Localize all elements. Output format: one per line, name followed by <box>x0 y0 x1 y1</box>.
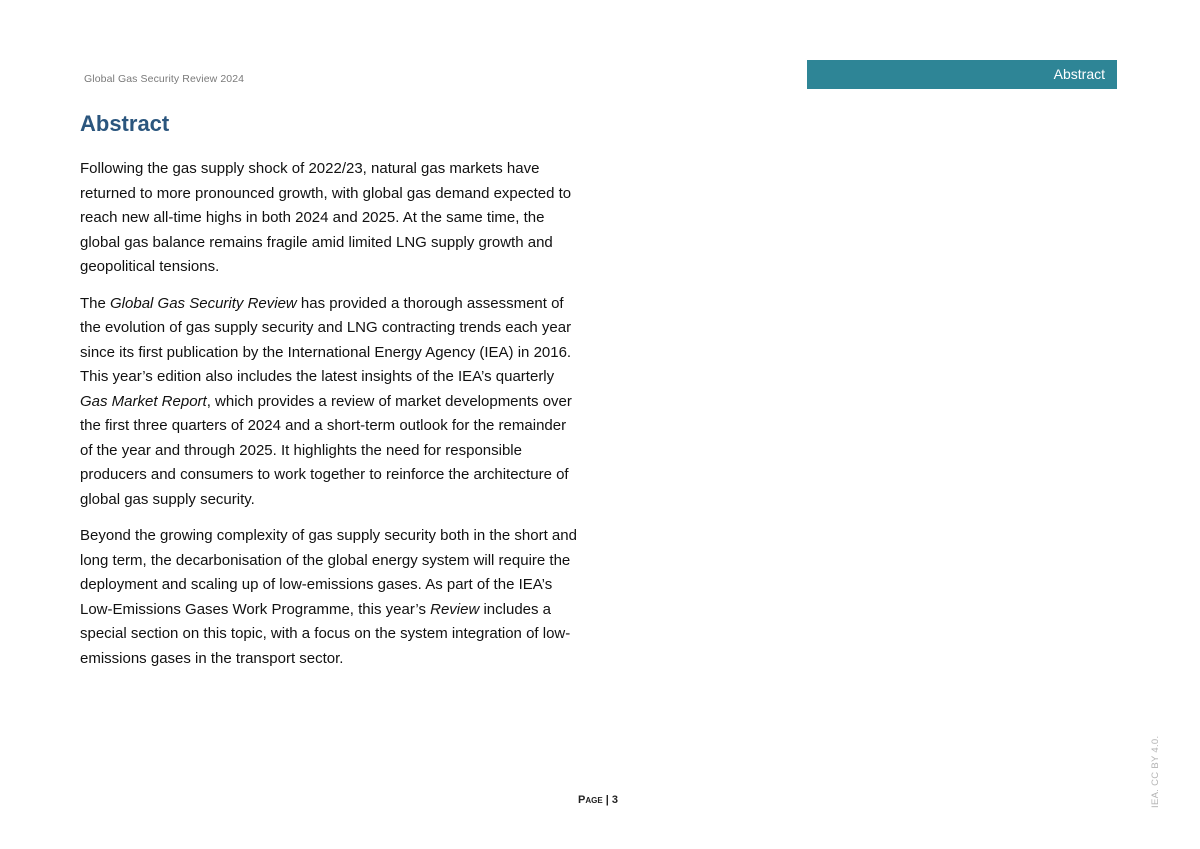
review-italic: Review <box>430 600 480 618</box>
report-title-italic: Global Gas Security Review <box>110 294 297 312</box>
section-tab-label: Abstract <box>1053 66 1105 82</box>
page-number: 3 <box>611 794 619 806</box>
section-title: Abstract <box>80 111 170 136</box>
paragraph-1: Following the gas supply shock of 2022/23, natural gas markets have returned to more pronounced growth, with global gas demand expected to reach new all-time highs in both 2024 and 2025. At the same time, the global gas balance remains fragile amid limited LNG supply growth and geopolitical tensions. <box>80 160 572 275</box>
paragraph-2 <box>80 292 580 513</box>
section-tab <box>807 60 1117 89</box>
paragraph-3 <box>80 524 580 671</box>
page-label: Page <box>578 794 603 806</box>
license-notice: IEA. CC BY 4.0. <box>1150 735 1161 808</box>
page-separator: | <box>602 794 612 806</box>
running-header-title: Global Gas Security Review 2024 <box>84 73 245 85</box>
paragraph-3-text-b: includes a special section on this topic, with a focus on the system integration of low-emissions gases in the transport sector. <box>80 600 571 667</box>
page-footer <box>578 794 618 806</box>
abstract-body <box>80 157 580 683</box>
paragraph-3-text-a: Beyond the growing complexity of gas supply security both in the short and long term, the decarbonisation of the global energy system will require the deployment and scaling up of low-emissions gases. As part of the IEA’s Low-Emissions Gases Work Programme, this year’s <box>80 527 577 618</box>
paragraph-2-text-a: The <box>80 294 111 312</box>
gas-market-report-italic: Gas Market Report <box>80 392 207 410</box>
paragraph-2-text-b: has provided a thorough assessment of the evolution of gas supply security and LNG contracting trends each year since its first publication by the International Energy Agency (IEA) in 2016. This year’s edition also includes the latest insights of the IEA’s quarterly <box>80 294 572 385</box>
paragraph-2-text-c: , which provides a review of market developments over the first three quarters of 2024 and a short-term outlook for the remainder of the year and through 2025. It highlights the need for responsible producers and consumers to work together to reinforce the architecture of global gas supply security. <box>80 392 572 508</box>
